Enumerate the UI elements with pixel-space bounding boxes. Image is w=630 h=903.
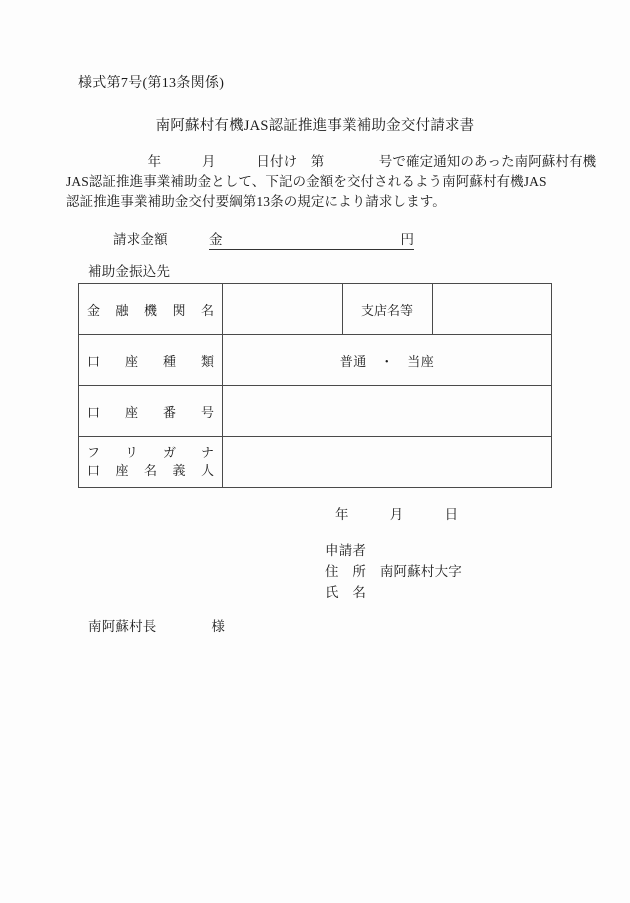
applicant-address-line	[325, 561, 462, 582]
label-char: 口	[87, 404, 101, 420]
label-char: ナ	[200, 445, 214, 460]
applicant-address-value[interactable]: 南阿蘇村大字	[379, 564, 463, 579]
table-row	[79, 386, 552, 437]
applicant-heading: 申請者	[325, 543, 367, 558]
body-line-1: 年 月 日付け 第 号で確定通知のあった南阿蘇村有機	[66, 154, 597, 169]
body-line-3: 認証推進事業補助金交付要綱第13条の規定により請求します。	[66, 194, 446, 209]
addressee-name: 南阿蘇村長	[88, 619, 157, 634]
account-number-label-cell	[79, 386, 223, 437]
account-holder-name-label	[87, 462, 214, 480]
claim-amount-row	[113, 228, 414, 250]
bank-name-label-cell	[79, 284, 223, 335]
label-char: 金	[87, 302, 101, 318]
label-char: 口	[87, 463, 101, 478]
label-char: 口	[87, 353, 101, 369]
submission-date-line: 年 月 日	[335, 507, 459, 522]
label-char: 名	[143, 463, 157, 478]
body-line-2: JAS認証推進事業補助金として、下記の金額を交付されるよう南阿蘇村有機JAS	[66, 174, 547, 189]
account-number-label	[87, 402, 214, 421]
account-type-options: 普通 ・ 当座	[339, 353, 435, 369]
addressee-honorific: 様	[211, 619, 226, 634]
label-char: 番	[162, 404, 176, 420]
account-holder-label-cell	[79, 437, 223, 488]
applicant-address-label: 住 所	[325, 564, 367, 579]
label-char: リ	[124, 445, 138, 460]
table-row	[79, 335, 552, 386]
form-number: 様式第7号(第13条関係)	[78, 76, 225, 91]
account-holder-value-cell[interactable]	[223, 437, 552, 488]
body-paragraph	[66, 152, 597, 212]
label-char: 座	[124, 353, 138, 369]
label-char: 号	[200, 404, 214, 420]
bank-name-value-cell[interactable]	[223, 284, 343, 335]
applicant-name-line	[325, 582, 462, 603]
claim-amount-label: 請求金額	[113, 232, 168, 247]
currency-prefix: 金	[209, 232, 223, 247]
branch-name-label-cell: 支店名等	[342, 284, 432, 335]
branch-name-value-cell[interactable]	[432, 284, 552, 335]
table-row	[79, 437, 552, 488]
addressee-line	[88, 615, 225, 635]
table-row	[79, 284, 552, 335]
account-number-value-cell[interactable]	[223, 386, 552, 437]
label-char: 関	[172, 302, 186, 318]
label-char: 名	[200, 302, 214, 318]
label-char: 座	[115, 463, 129, 478]
bank-transfer-table	[78, 283, 552, 488]
label-char: 人	[200, 463, 214, 478]
claim-amount-field[interactable]	[209, 228, 414, 250]
label-char: 種	[162, 353, 176, 369]
bank-section-heading: 補助金振込先	[88, 264, 171, 279]
account-holder-furigana-label	[87, 444, 214, 462]
applicant-name-label: 氏 名	[325, 585, 367, 600]
label-char: 類	[200, 353, 214, 369]
label-char: 座	[124, 404, 138, 420]
account-type-label-cell	[79, 335, 223, 386]
label-char: 融	[115, 302, 129, 318]
applicant-block	[325, 540, 462, 603]
account-type-label	[87, 351, 214, 370]
label-char: 機	[143, 302, 157, 318]
label-char: フ	[87, 445, 101, 460]
document-title: 南阿蘇村有機JAS認証推進事業補助金交付請求書	[155, 118, 475, 134]
label-char: ガ	[162, 445, 176, 460]
bank-name-label	[87, 300, 214, 319]
currency-suffix: 円	[400, 232, 414, 247]
label-char: 義	[172, 463, 186, 478]
account-type-value-cell[interactable]	[223, 335, 552, 386]
